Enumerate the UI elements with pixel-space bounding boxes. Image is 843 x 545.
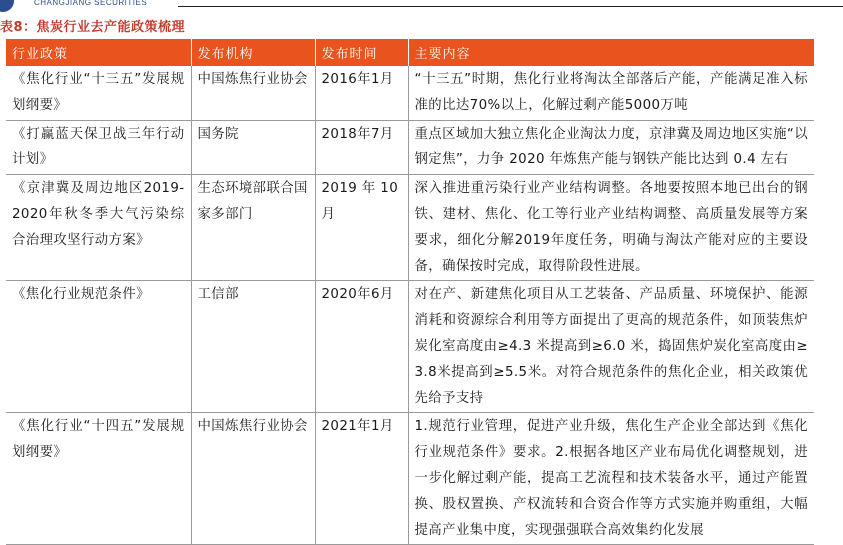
cell-policy: 《焦化行业“十三五”发展规划纲要》: [6, 66, 191, 120]
column-header-content: 主要内容: [408, 39, 814, 66]
cell-policy: 《京津冀及周边地区2019-2020年秋冬季大气污染综合治理攻坚行动方案》: [6, 175, 191, 281]
company-logo-text: CHANGJIANG SECURITIES: [34, 0, 148, 7]
table-header-row: [6, 39, 814, 66]
table-row: [6, 413, 814, 545]
header-rule: [178, 6, 843, 7]
table-title: 表8：焦炭行业去产能政策梳理: [0, 20, 186, 35]
table-row: [6, 66, 814, 120]
cell-content: 对在产、新建焦化项目从工艺装备、产品质量、环境保护、能源消耗和资源综合利用等方面提出了更高的规范条件，如顶装焦炉炭化室高度由≥4.3 米提高到≥6.0 米，捣固焦炉炭化室高度由≥3.8米提高到≥5.5米。对符合规范条件的焦化企业，相关政策优先给予支持: [408, 281, 814, 413]
cell-policy: 《打赢蓝天保卫战三年行动计划》: [6, 120, 191, 175]
policy-table-container: [6, 39, 814, 545]
table-row: [6, 175, 814, 281]
cell-agency: 工信部: [191, 281, 315, 413]
column-header-agency: 发布机构: [191, 39, 315, 66]
cell-date: 2020年6月: [315, 281, 408, 413]
cell-policy: 《焦化行业“十四五”发展规划纲要》: [6, 413, 191, 545]
column-header-date: 发布时间: [315, 39, 408, 66]
page-header: [0, 0, 843, 14]
cell-content: 重点区域加大独立焦化企业淘汰力度，京津冀及周边地区实施“以钢定焦”，力争 2020 年炼焦产能与钢铁产能比达到 0.4 左右: [408, 120, 814, 175]
cell-content: “十三五”时期，焦化行业将淘汰全部落后产能，产能满足准入标准的比达70%以上，化解过剩产能5000万吨: [408, 66, 814, 120]
table-row: [6, 120, 814, 175]
cell-date: 2021年1月: [315, 413, 408, 545]
cell-date: 2018年7月: [315, 120, 408, 175]
cell-policy: 《焦化行业规范条件》: [6, 281, 191, 413]
cell-agency: 中国炼焦行业协会: [191, 66, 315, 120]
column-header-policy: 行业政策: [6, 39, 191, 66]
cell-content: 1.规范行业管理，促进产业升级，焦化生产企业全部达到《焦化行业规范条件》要求。2.根据各地区产业布局优化调整规划，进一步化解过剩产能，提高工艺流程和技术装备水平，通过产能置换、股权置换、产权流转和合资合作等方式实施并购重组，大幅提高产业集中度，实现强强联合高效集约化发展: [408, 413, 814, 545]
company-logo-icon: [0, 0, 14, 12]
cell-content: 深入推进重污染行业产业结构调整。各地要按照本地已出台的钢铁、建材、焦化、化工等行业产业结构调整、高质量发展等方案要求，细化分解2019年度任务，明确与淘汰产能对应的主要设备，确保按时完成，取得阶段性进展。: [408, 175, 814, 281]
cell-agency: 生态环境部联合国家多部门: [191, 175, 315, 281]
cell-date: 2016年1月: [315, 66, 408, 120]
table-row: [6, 281, 814, 413]
cell-date: 2019 年 10月: [315, 175, 408, 281]
cell-agency: 国务院: [191, 120, 315, 175]
cell-agency: 中国炼焦行业协会: [191, 413, 315, 545]
policy-table: [6, 39, 814, 545]
